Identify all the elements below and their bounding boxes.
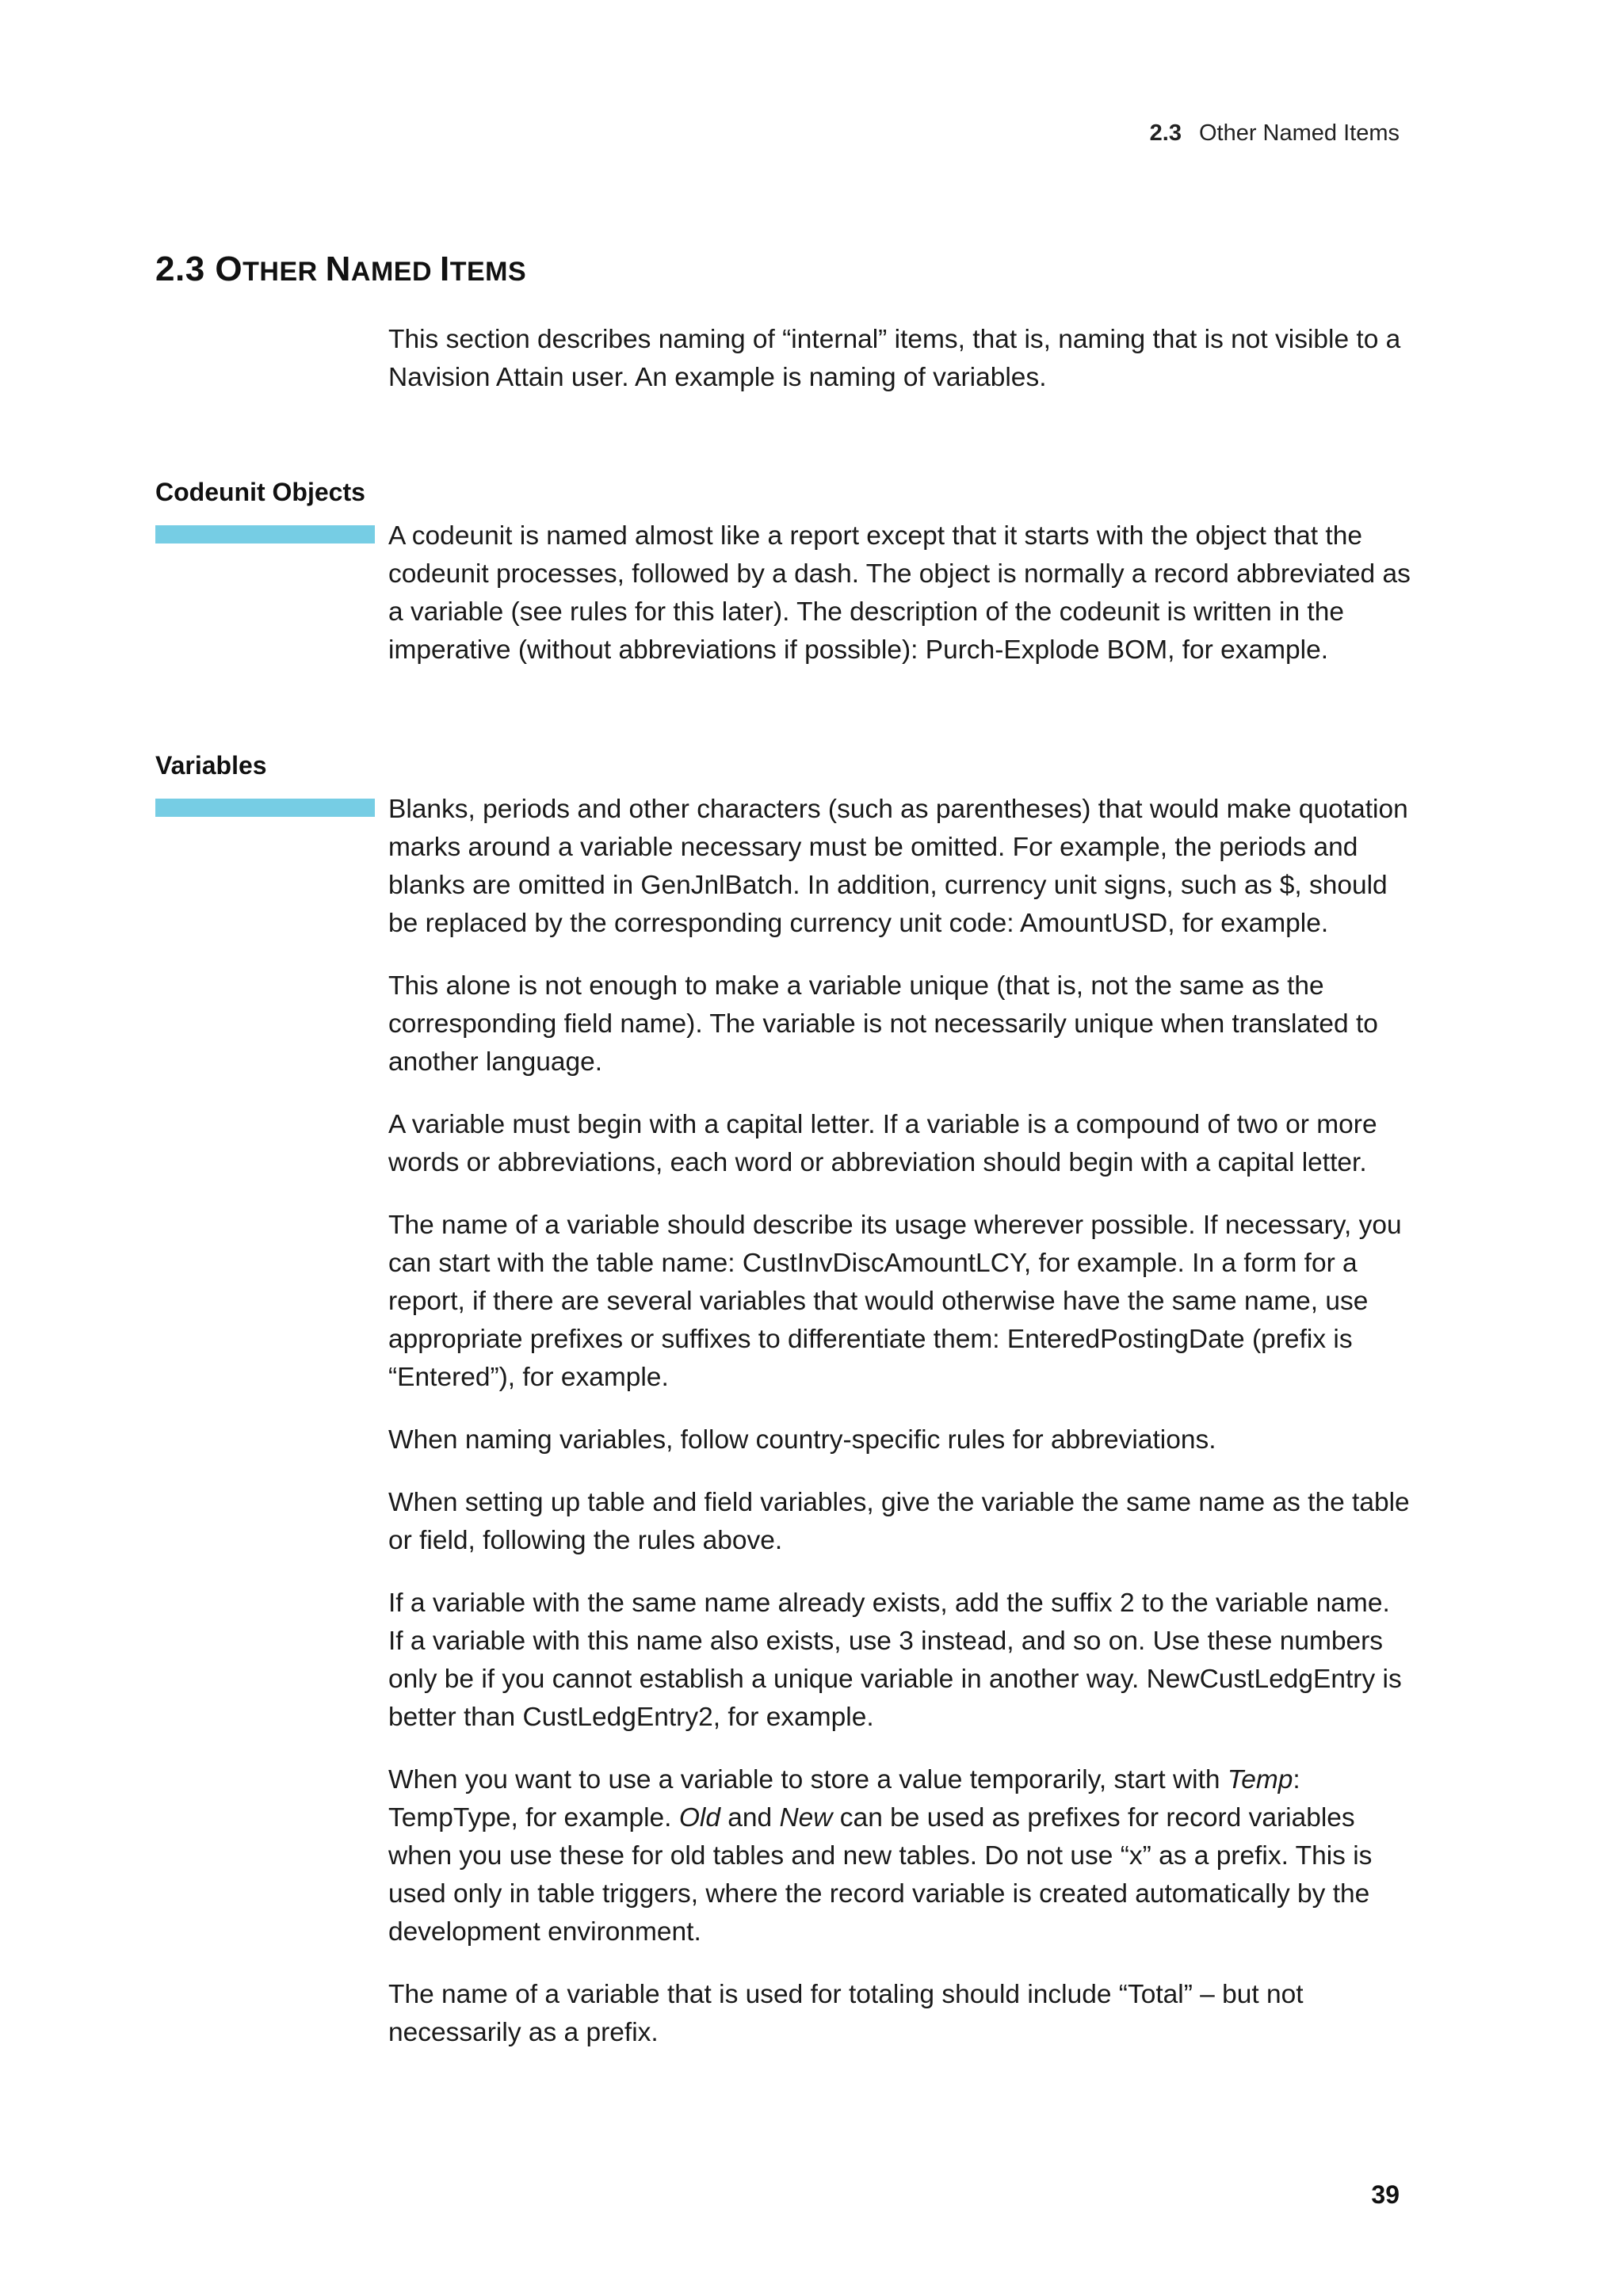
variables-paragraph-6: When setting up table and field variables, give the variable the same name as the table or field, following the rules above. — [388, 1488, 1410, 1555]
codeunit-objects-accent-bar — [155, 525, 375, 543]
variables-paragraph-8: When you want to use a variable to store a value temporarily, start with Temp: TempType, for example. Old and New can be used as prefixes for record variables when you use these for old tables and new tables. Do not use “x” as a prefix. This is used only in table triggers, where the record variable is created automatically by the development environment. — [388, 1765, 1373, 1947]
intro-paragraph: This section describes naming of “internal” items, that is, naming that is not visible to a Navision Attain user. An example is naming of variables. — [388, 325, 1401, 392]
variables-paragraph-7: If a variable with the same name already exists, add the suffix 2 to the variable name. If a variable with this name also exists, use 3 instead, and so on. Use these numbers only be if you cannot establish a unique variable in another way. NewCustLedgEntry is better than CustLedgEntry2, for example. — [388, 1589, 1402, 1732]
page-number: 39 — [1371, 2180, 1400, 2209]
codeunit-objects-heading: Codeunit Objects — [155, 478, 365, 506]
section-title-text: OTHER NAMED ITEMS — [215, 250, 527, 288]
variables-accent-bar — [155, 799, 375, 817]
variables-paragraph-9: The name of a variable that is used for totaling should include “Total” – but not necessarily as a prefix. — [388, 1980, 1304, 2047]
variables-paragraph-2: This alone is not enough to make a variable unique (that is, not the same as the corresponding field name). The variable is not necessarily unique when translated to another language. — [388, 971, 1378, 1077]
variables-paragraph-5: When naming variables, follow country-specific rules for abbreviations. — [388, 1425, 1216, 1455]
intro-block — [388, 321, 1411, 421]
running-header-title: Other Named Items — [1198, 120, 1400, 146]
section-title-number: 2.3 — [155, 250, 205, 288]
variables-paragraph-3: A variable must begin with a capital letter. If a variable is a compound of two or more words or abbreviations, each word or abbreviation should begin with a capital letter. — [388, 1110, 1377, 1177]
section-title — [155, 250, 526, 289]
variables-heading: Variables — [155, 751, 267, 780]
variables-paragraph-1: Blanks, periods and other characters (such as parentheses) that would make quotation marks around a variable necessary must be omitted. For example, the periods and blanks are omitted in GenJnlBatch. In addition, currency unit signs, such as $, should be replaced by the corresponding currency unit code: AmountUSD, for example. — [388, 795, 1408, 938]
variables-paragraph-4: The name of a variable should describe its usage wherever possible. If necessary, you can start with the table name: CustInvDiscAmountLCY, for example. In a form for a report, if there are several variables that would otherwise have the same name, use appropriate prefixes or suffixes to differentiate them: EnteredPostingDate (prefix is “Entered”), for example. — [388, 1211, 1402, 1392]
running-header — [1150, 120, 1400, 147]
codeunit-objects-paragraph: A codeunit is named almost like a report except that it starts with the object that the codeunit processes, followed by a dash. The object is normally a record abbreviated as a variable (see rules for this later). The description of the codeunit is written in the imperative (without abbreviations if possible): Purch-Explode BOM, for example. — [388, 521, 1411, 665]
codeunit-objects-block — [388, 517, 1411, 694]
running-header-number: 2.3 — [1149, 120, 1182, 146]
variables-block — [388, 791, 1411, 2077]
